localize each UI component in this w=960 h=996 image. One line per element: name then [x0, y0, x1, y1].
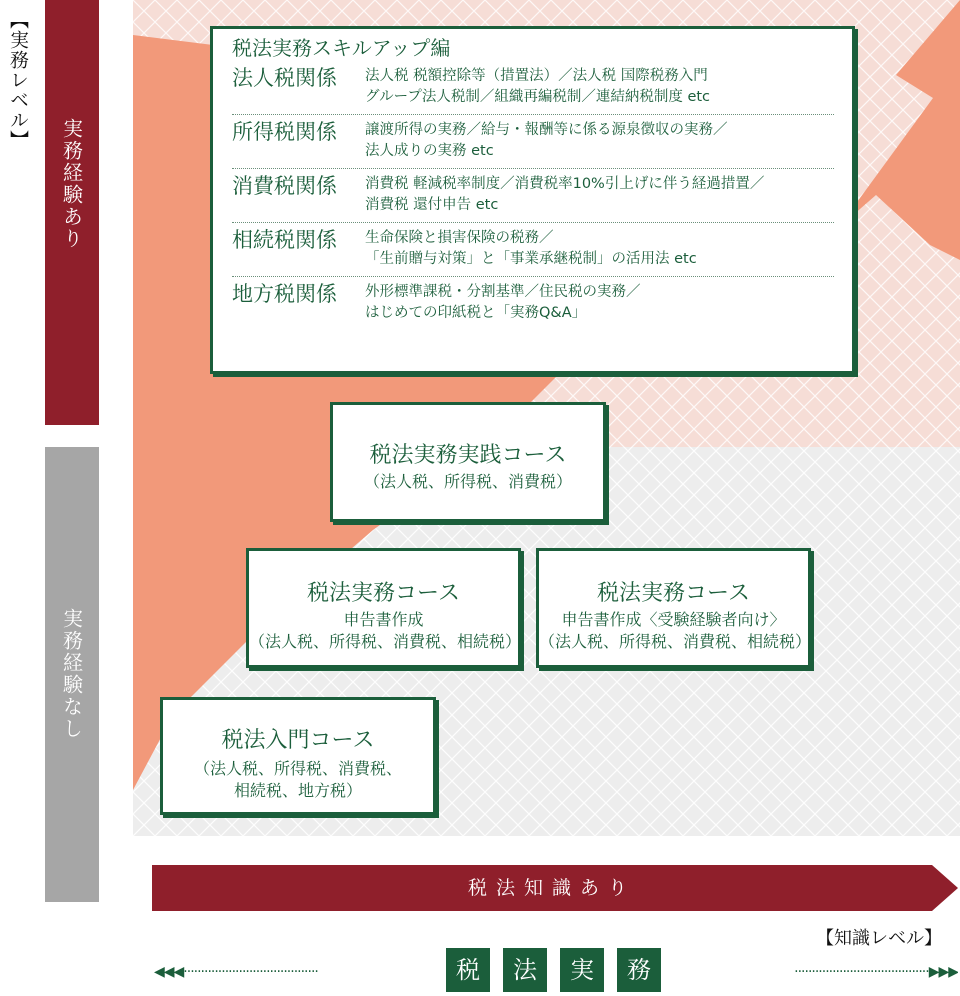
category-row	[232, 223, 834, 277]
right-arrow-dots: ·······································▶▶▶	[794, 964, 958, 980]
intro-course-taxes: （法人税、所得税、消費税、	[193, 759, 402, 778]
course-line: 消費税 還付申告 etc	[365, 197, 499, 213]
experienced-bar	[45, 0, 99, 425]
footer-tile: 実	[560, 948, 604, 992]
category-name: 地方税関係	[232, 282, 337, 306]
category-row	[232, 61, 834, 115]
axis-label-practice-level: 【実務レベル】	[7, 10, 29, 150]
footer-tile: 法	[503, 948, 547, 992]
course-line: 「生前贈与対策」と「事業承継税制」の活用法 etc	[365, 251, 697, 267]
axis-label-knowledge-level: 【知識レベル】	[816, 928, 942, 949]
course-line: 生命保険と損害保険の税務／	[365, 230, 554, 246]
footer-tile: 税	[446, 948, 490, 992]
course-title: 税法実務コース	[307, 581, 460, 606]
tax-practice-course-exam-box[interactable]	[536, 548, 811, 668]
course-subtitle: 申告書作成	[343, 610, 424, 629]
category-name: 法人税関係	[232, 66, 337, 90]
category-courses	[365, 117, 728, 162]
category-courses	[365, 171, 764, 216]
tax-practice-course-box[interactable]	[246, 548, 521, 668]
left-arrow-dots: ◀◀◀·······································	[154, 964, 318, 980]
course-line: 譲渡所得の実務／給与・報酬等に係る源泉徴収の実務／	[365, 122, 728, 138]
course-line: グループ法人税制／組織再編税制／連結納税制度 etc	[365, 89, 711, 105]
practice-course-title: 税法実務実践コース	[369, 443, 567, 468]
course-line: 法人税 税額控除等（措置法）／法人税 国際税務入門	[365, 68, 708, 84]
course-taxes: （法人税、所得税、消費税、相続税）	[539, 632, 812, 651]
category-row	[232, 169, 834, 223]
category-courses	[365, 279, 641, 324]
category-courses	[365, 225, 697, 270]
category-row	[232, 115, 834, 169]
category-row	[232, 277, 834, 330]
course-title: 税法実務コース	[597, 581, 750, 606]
inexperienced-label: 実務経験なし	[59, 608, 84, 740]
category-name: 相続税関係	[232, 228, 337, 252]
course-line: 消費税 軽減税率制度／消費税率10%引上げに伴う経過措置／	[365, 176, 765, 192]
course-line: 外形標準課税・分割基準／住民税の実務／	[365, 284, 641, 300]
knowledge-arrow-label: 税法知識あり	[467, 877, 636, 899]
course-taxes: （法人税、所得税、消費税、相続税）	[249, 632, 522, 651]
category-name: 消費税関係	[232, 174, 337, 198]
category-courses	[365, 63, 710, 108]
intro-course-taxes-2: 相続税、地方税）	[233, 781, 362, 800]
experienced-label: 実務経験あり	[59, 118, 84, 250]
practice-course-subtitle: （法人税、所得税、消費税）	[363, 472, 572, 491]
intro-course-title: 税法入門コース	[221, 728, 375, 753]
skillup-title: 税法実務スキルアップ編	[232, 36, 451, 60]
category-name: 所得税関係	[232, 120, 337, 144]
course-subtitle: 申告書作成〈受験経験者向け〉	[561, 610, 786, 629]
practice-course-box[interactable]	[330, 402, 606, 522]
inexperienced-bar	[45, 447, 99, 902]
skillup-box[interactable]	[210, 26, 855, 374]
footer-tile: 務	[617, 948, 661, 992]
intro-course-box[interactable]	[160, 697, 436, 815]
course-line: はじめての印紙税と「実務Q&A」	[365, 305, 587, 321]
course-line: 法人成りの実務 etc	[365, 143, 494, 159]
